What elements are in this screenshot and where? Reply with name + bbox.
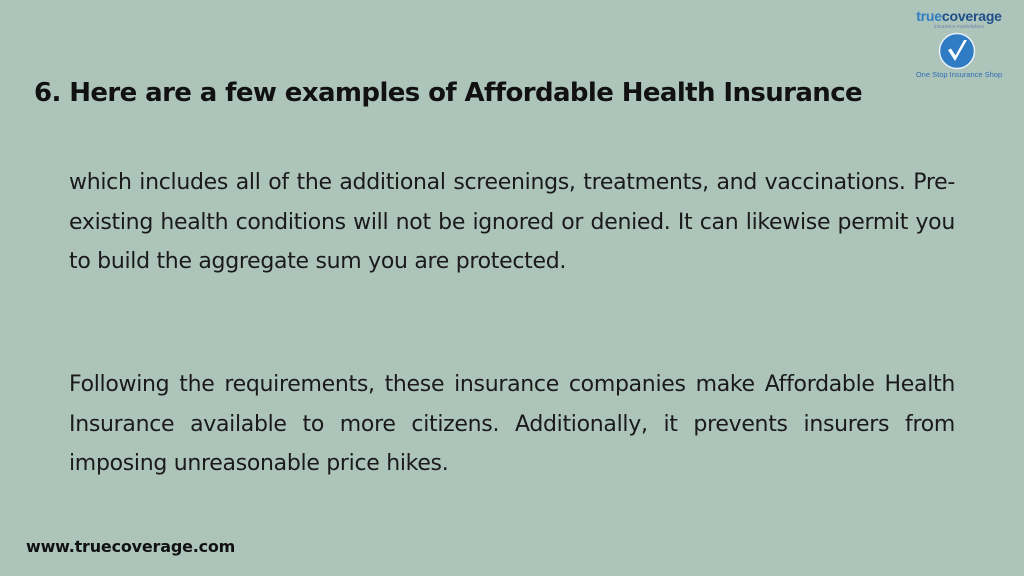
logo-subtitle: One Stop Insurance Shop (915, 70, 1003, 79)
logo-word-coverage: coverage (941, 8, 1002, 24)
logo-word-true: true (916, 8, 942, 24)
brand-logo (900, 8, 1012, 88)
logo-wordmark (906, 8, 1012, 24)
logo-tagline: insurance marketplace (933, 24, 985, 30)
slide-title: 6. Here are a few examples of Affordable Health Insurance (34, 78, 863, 108)
checkmark-circle-icon (938, 32, 976, 70)
paragraph-1: which includes all of the additional screenings, treatments, and vaccinations. Pre-existing health conditions will not be ignored or denied. It can likewise permit you to build the aggregate sum you are protected. (69, 170, 955, 274)
footer-website: www.truecoverage.com (26, 537, 236, 556)
paragraph-2: Following the requirements, these insurance companies make Affordable Health Insurance available to more citizens. Additionally, it prevents insurers from imposing unreasonable price hikes. (69, 372, 955, 476)
